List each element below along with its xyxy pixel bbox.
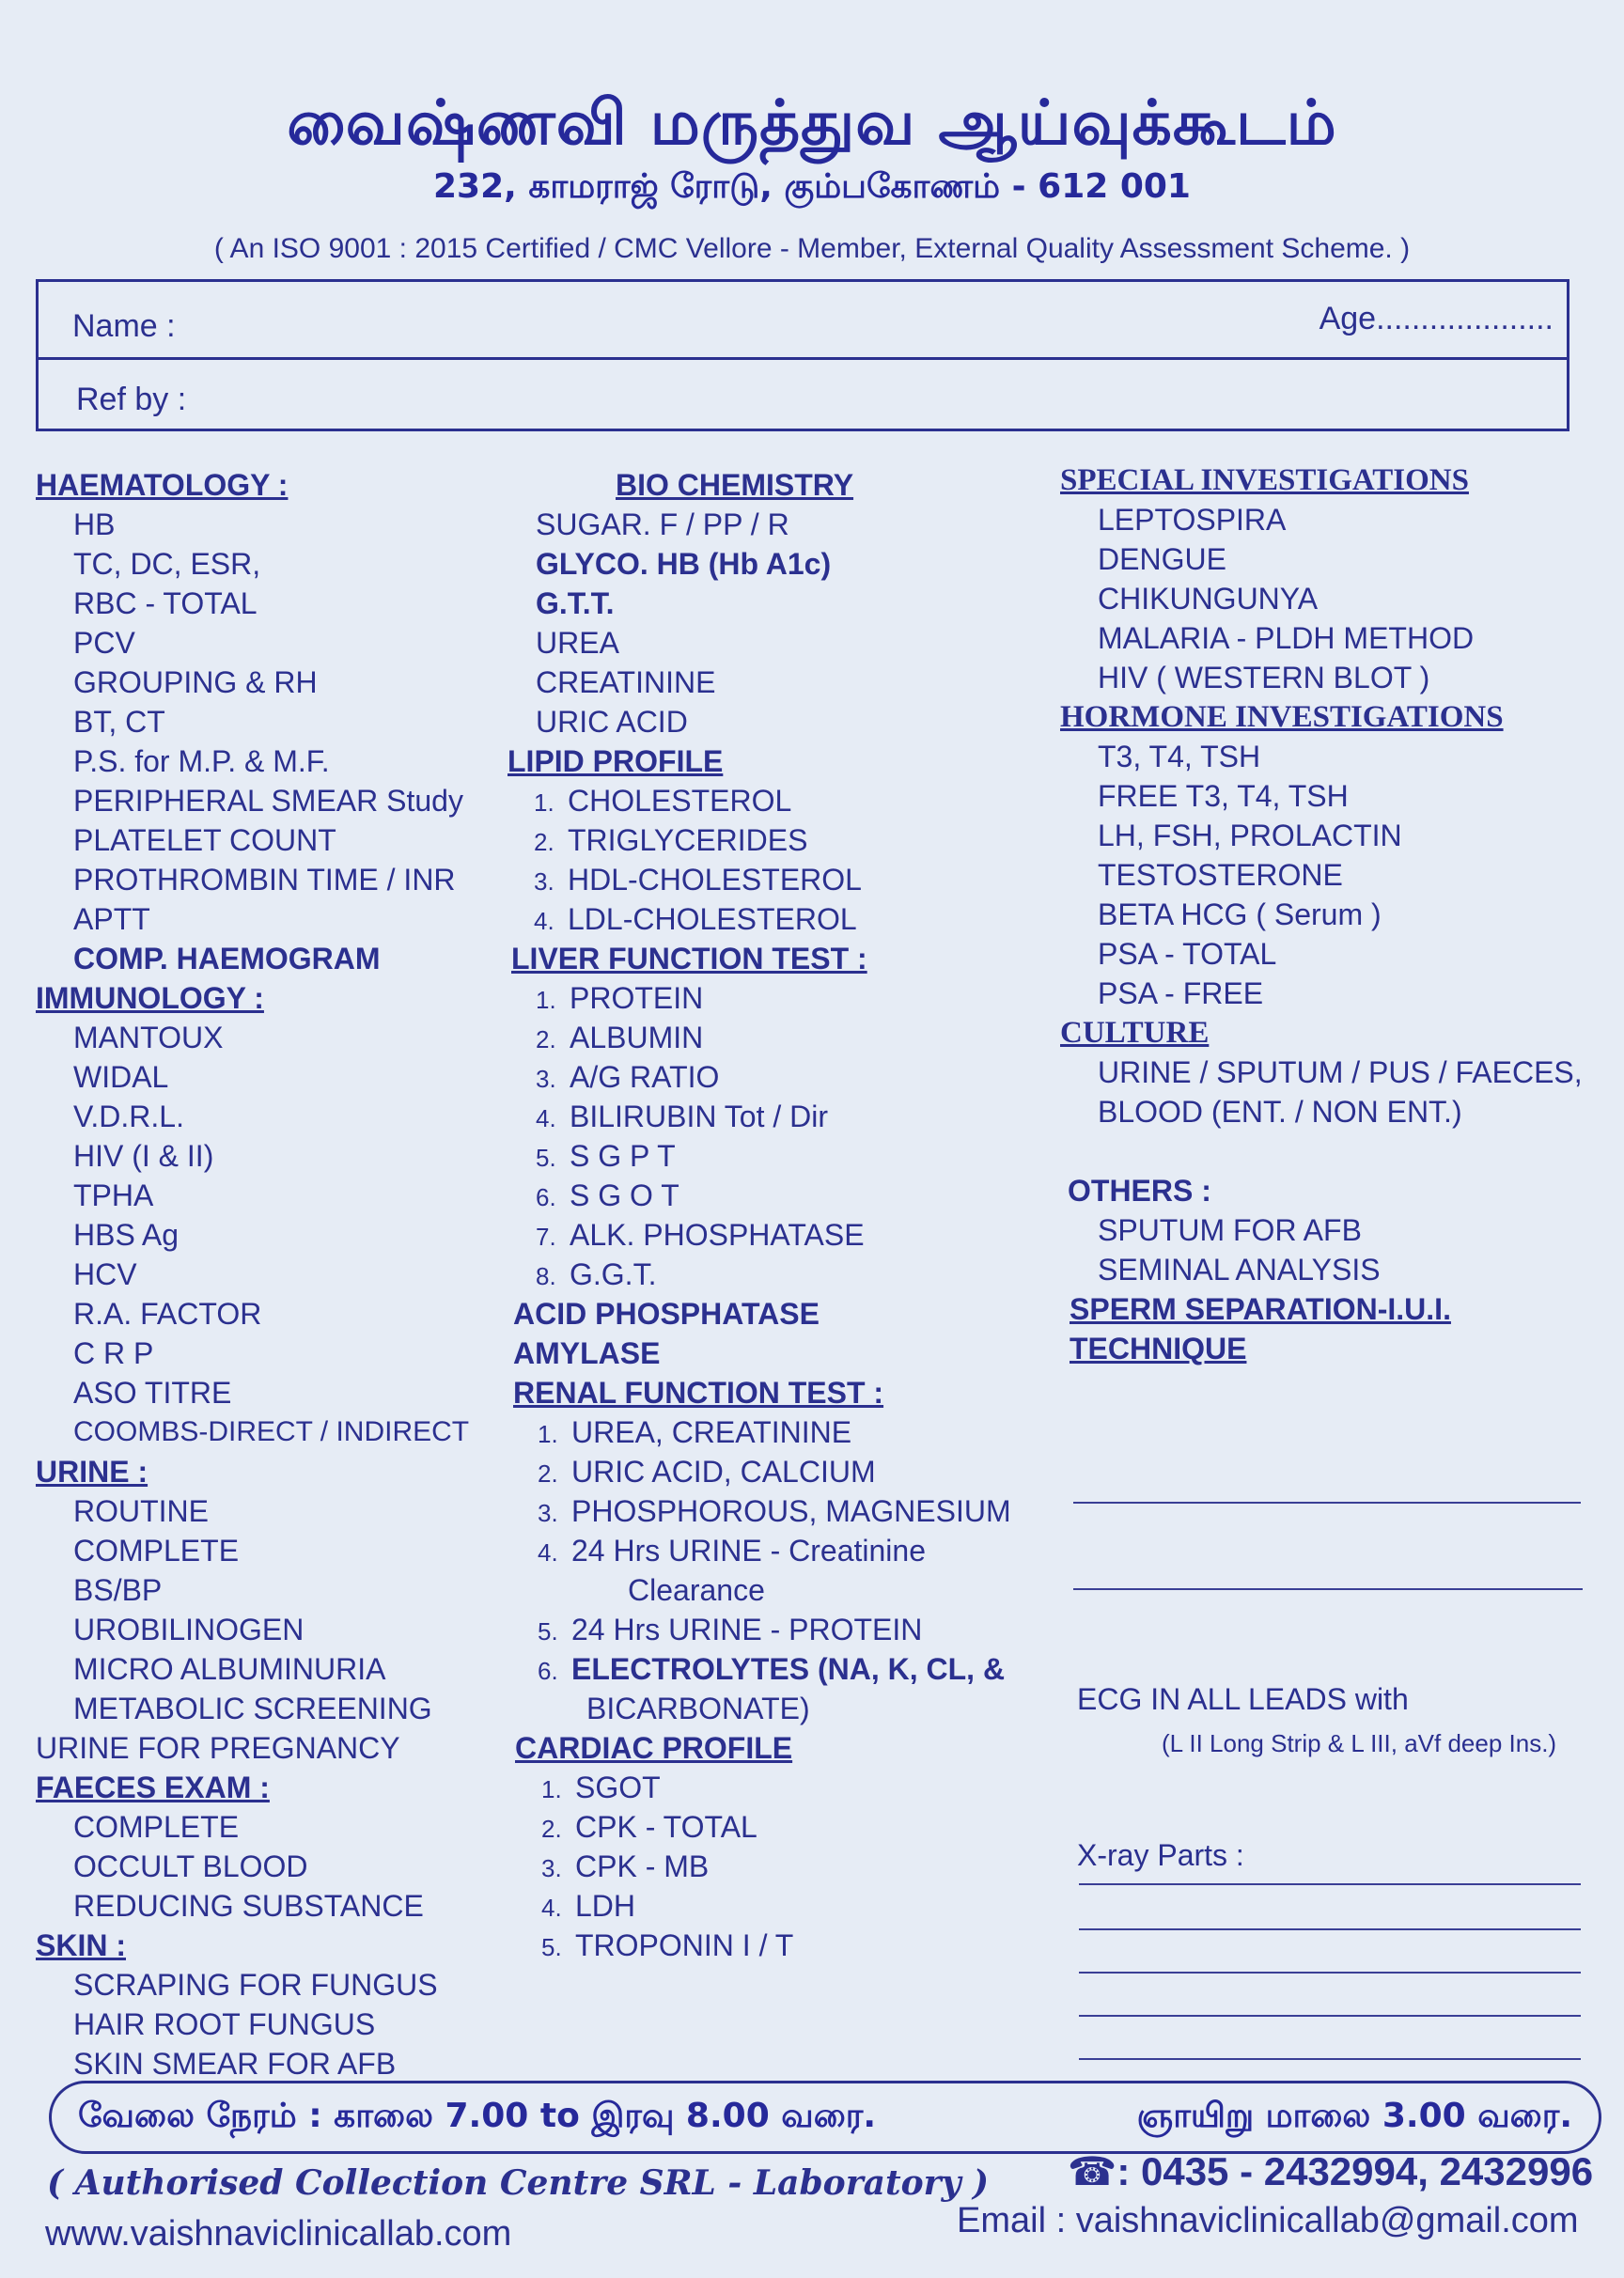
blank-line[interactable] — [1073, 1588, 1583, 1590]
section-heading-faeces: FAECES EXAM : — [36, 1771, 270, 1804]
item-number: 5. — [541, 1933, 562, 1961]
test-item: URINE / SPUTUM / PUS / FAECES, — [1098, 1055, 1583, 1089]
section-heading-culture: CULTURE — [1060, 1016, 1210, 1050]
test-item: HAIR ROOT FUNGUS — [73, 2007, 376, 2041]
patient-info-box — [36, 279, 1569, 431]
lab-address: 232, காமராஜ் ரோடு, கும்பகோணம் - 612 001 — [433, 167, 1191, 206]
test-item: ROUTINE — [73, 1494, 209, 1528]
item-number: 1. — [541, 1775, 562, 1803]
test-item: MALARIA - PLDH METHOD — [1098, 621, 1475, 655]
item-number: 8. — [536, 1262, 556, 1290]
item-number: 2. — [534, 828, 554, 856]
test-item: DENGUE — [1098, 542, 1226, 576]
test-item-continuation: BICARBONATE) — [586, 1692, 810, 1725]
test-item-continuation: Clearance — [628, 1573, 765, 1607]
test-item: LDH — [575, 1889, 636, 1923]
test-item: TRIGLYCERIDES — [568, 823, 808, 857]
test-item: T3, T4, TSH — [1098, 740, 1261, 773]
item-number: 5. — [536, 1144, 556, 1172]
item-number: 1. — [534, 788, 554, 817]
phone-numbers: ☎: 0435 - 2432994, 2432996 — [1068, 2149, 1594, 2193]
test-item: LH, FSH, PROLACTIN — [1098, 819, 1402, 852]
test-item: ACID PHOSPHATASE — [513, 1297, 820, 1331]
test-item: HB — [73, 507, 116, 541]
section-heading-renal-function: RENAL FUNCTION TEST : — [513, 1376, 884, 1410]
test-item: SPUTUM FOR AFB — [1098, 1213, 1362, 1247]
section-heading-lipid-profile: LIPID PROFILE — [508, 744, 724, 778]
test-item: PSA - FREE — [1098, 976, 1264, 1010]
section-heading-special-investigations: SPECIAL INVESTIGATIONS — [1060, 463, 1469, 497]
section-heading-haematology: HAEMATOLOGY : — [36, 468, 289, 502]
test-item: COOMBS-DIRECT / INDIRECT — [73, 1416, 470, 1447]
item-number: 5. — [538, 1617, 558, 1646]
name-field-label[interactable]: Name : — [72, 308, 176, 344]
email-address[interactable]: Email : vaishnaviclinicallab@gmail.com — [957, 2201, 1579, 2240]
test-item: LDL-CHOLESTEROL — [568, 902, 857, 936]
website-link[interactable]: www.vaishnaviclinicallab.com — [45, 2214, 512, 2254]
item-number: 1. — [538, 1420, 558, 1448]
section-heading-urine: URINE : — [36, 1455, 148, 1489]
test-item: RBC - TOTAL — [73, 586, 258, 620]
working-hours-sunday: ஞாயிறு மாலை 3.00 வரை. — [1136, 2097, 1572, 2135]
iso-certification: ( An ISO 9001 : 2015 Certified / CMC Vellore - Member, External Quality Assessment Scheme. ) — [213, 233, 1411, 264]
section-heading-bio-chemistry: BIO CHEMISTRY — [616, 468, 854, 502]
test-item: MICRO ALBUMINURIA — [73, 1652, 386, 1686]
test-item: C R P — [73, 1336, 154, 1370]
test-item: ALBUMIN — [570, 1021, 704, 1054]
test-item: URIC ACID, CALCIUM — [571, 1455, 876, 1489]
test-item: BT, CT — [73, 705, 165, 739]
sperm-separation-heading-line2: TECHNIQUE — [1070, 1332, 1247, 1365]
item-number: 3. — [534, 867, 554, 896]
test-item: PCV — [73, 626, 135, 660]
item-number: 4. — [534, 907, 554, 935]
item-number: 4. — [541, 1894, 562, 1922]
xray-parts-label: X-ray Parts : — [1077, 1838, 1244, 1872]
test-item: V.D.R.L. — [73, 1100, 184, 1133]
test-item: AMYLASE — [513, 1336, 661, 1370]
test-item: TESTOSTERONE — [1098, 858, 1343, 892]
test-item: BLOOD (ENT. / NON ENT.) — [1098, 1095, 1462, 1129]
xray-line[interactable] — [1079, 1928, 1581, 1930]
test-item: G.G.T. — [570, 1257, 657, 1291]
item-number: 3. — [541, 1854, 562, 1882]
test-item: BETA HCG ( Serum ) — [1098, 897, 1382, 931]
test-item: A/G RATIO — [570, 1060, 720, 1094]
test-item: PERIPHERAL SMEAR Study — [73, 784, 463, 818]
test-item: OCCULT BLOOD — [73, 1849, 308, 1883]
item-number: 1. — [536, 986, 556, 1014]
sperm-separation-heading: SPERM SEPARATION-I.U.I. — [1070, 1292, 1451, 1326]
test-item: SKIN SMEAR FOR AFB — [73, 2047, 397, 2081]
xray-line[interactable] — [1079, 2058, 1581, 2060]
test-item: CPK - MB — [575, 1849, 710, 1883]
test-item: 24 Hrs URINE - PROTEIN — [571, 1613, 923, 1646]
working-hours-weekday: வேலை நேரம் : காலை 7.00 to இரவு 8.00 வரை. — [78, 2097, 877, 2135]
test-item: R.A. FACTOR — [73, 1297, 262, 1331]
test-item: FREE T3, T4, TSH — [1098, 779, 1349, 813]
test-item: SCRAPING FOR FUNGUS — [73, 1968, 438, 2002]
test-item: PSA - TOTAL — [1098, 937, 1277, 971]
xray-line[interactable] — [1079, 1972, 1581, 1974]
working-hours-banner — [49, 2081, 1601, 2154]
test-item: PLATELET COUNT — [73, 823, 336, 857]
test-item: CPK - TOTAL — [575, 1810, 757, 1844]
item-number: 6. — [538, 1657, 558, 1685]
test-item: HBS Ag — [73, 1218, 180, 1252]
test-item: HDL-CHOLESTEROL — [568, 863, 862, 897]
test-item: G.T.T. — [536, 586, 615, 620]
item-number: 4. — [536, 1104, 556, 1132]
test-item: METABOLIC SCREENING — [73, 1692, 432, 1725]
test-item: COMPLETE — [73, 1534, 240, 1568]
section-heading-hormone-investigations: HORMONE INVESTIGATIONS — [1060, 700, 1504, 734]
xray-line[interactable] — [1079, 1883, 1581, 1885]
item-number: 3. — [538, 1499, 558, 1527]
test-item: HCV — [73, 1257, 137, 1291]
test-item: S G O T — [570, 1178, 679, 1212]
test-item: PROTHROMBIN TIME / INR — [73, 863, 456, 897]
section-heading-cardiac-profile: CARDIAC PROFILE — [515, 1731, 793, 1765]
lab-name-title: வைஷ்ணவி மருத்துவ ஆய்வுக்கூடம் — [287, 86, 1337, 159]
test-item: P.S. for M.P. & M.F. — [73, 744, 330, 778]
test-item: SGOT — [575, 1771, 661, 1804]
age-field-label[interactable]: Age.................... — [1319, 301, 1554, 336]
urine-for-pregnancy: URINE FOR PREGNANCY — [36, 1731, 400, 1765]
test-item: SEMINAL ANALYSIS — [1098, 1253, 1381, 1287]
test-item: BILIRUBIN Tot / Dir — [570, 1100, 829, 1133]
authorised-collection-centre: ( Authorised Collection Centre SRL - Laboratory ) — [47, 2163, 990, 2203]
test-item: HIV (I & II) — [73, 1139, 214, 1173]
test-item: COMP. HAEMOGRAM — [73, 942, 381, 975]
test-item: GROUPING & RH — [73, 665, 318, 699]
ecg-note: (L II Long Strip & L III, aVf deep Ins.) — [1162, 1729, 1557, 1757]
column-right — [1060, 460, 1586, 1368]
item-number: 7. — [536, 1223, 556, 1251]
item-number: 3. — [536, 1065, 556, 1093]
test-item: HIV ( WESTERN BLOT ) — [1098, 661, 1430, 694]
test-item: SUGAR. F / PP / R — [536, 507, 789, 541]
test-item: ALK. PHOSPHATASE — [570, 1218, 865, 1252]
test-item: COMPLETE — [73, 1810, 240, 1844]
test-item: WIDAL — [73, 1060, 169, 1094]
test-item: CHOLESTEROL — [568, 784, 792, 818]
test-item: PROTEIN — [570, 981, 704, 1015]
section-heading-skin: SKIN : — [36, 1928, 126, 1962]
test-item: PHOSPHOROUS, MAGNESIUM — [571, 1494, 1011, 1528]
box-divider — [39, 357, 1567, 360]
section-heading-others: OTHERS : — [1068, 1174, 1211, 1208]
test-item: GLYCO. HB (Hb A1c) — [536, 547, 832, 581]
item-number: 2. — [538, 1459, 558, 1488]
item-number: 4. — [538, 1538, 558, 1567]
section-heading-immunology: IMMUNOLOGY : — [36, 981, 264, 1015]
section-heading-liver-function: LIVER FUNCTION TEST : — [511, 942, 867, 975]
test-item: ASO TITRE — [73, 1376, 232, 1410]
test-item: CHIKUNGUNYA — [1098, 582, 1319, 616]
test-item: ELECTROLYTES (NA, K, CL, & — [571, 1652, 1006, 1686]
test-item: UREA, CREATININE — [571, 1415, 852, 1449]
test-item: UROBILINOGEN — [73, 1613, 304, 1646]
test-item: TPHA — [73, 1178, 154, 1212]
item-number: 6. — [536, 1183, 556, 1211]
column-middle — [508, 465, 1053, 1965]
test-item: S G P T — [570, 1139, 676, 1173]
column-left — [36, 465, 469, 2083]
ref-by-field-label[interactable]: Ref by : — [76, 382, 187, 417]
blank-line[interactable] — [1073, 1502, 1581, 1504]
test-item: LEPTOSPIRA — [1098, 503, 1287, 537]
test-item: CREATININE — [536, 665, 716, 699]
test-item: APTT — [73, 902, 150, 936]
ecg-label: ECG IN ALL LEADS with — [1077, 1682, 1409, 1716]
item-number: 2. — [541, 1815, 562, 1843]
test-item: TC, DC, ESR, — [73, 547, 261, 581]
xray-line[interactable] — [1079, 2015, 1581, 2017]
item-number: 2. — [536, 1025, 556, 1053]
test-item: URIC ACID — [536, 705, 688, 739]
test-item: 24 Hrs URINE - Creatinine — [571, 1534, 926, 1568]
spacer — [1060, 1131, 1586, 1171]
test-item: REDUCING SUBSTANCE — [73, 1889, 424, 1923]
test-item: TROPONIN I / T — [575, 1928, 794, 1962]
test-item: MANTOUX — [73, 1021, 224, 1054]
test-item: UREA — [536, 626, 619, 660]
test-item: BS/BP — [73, 1573, 163, 1607]
